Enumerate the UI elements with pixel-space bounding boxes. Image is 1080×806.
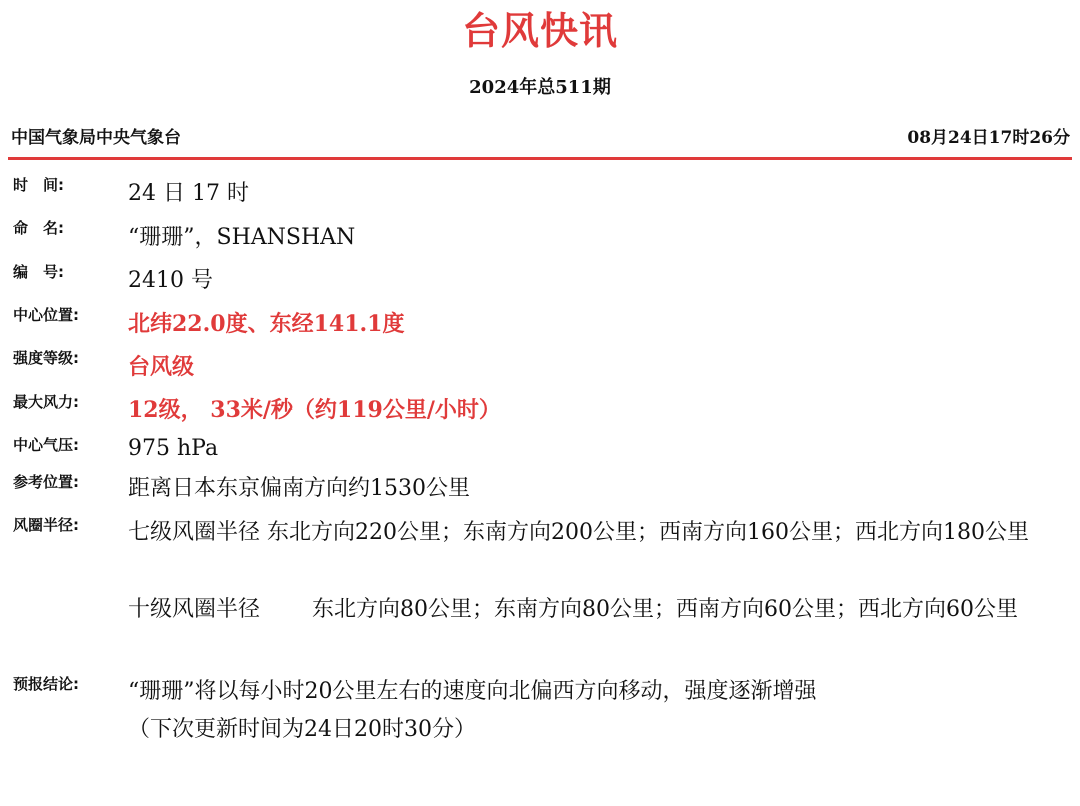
center-pressure-label: 中心气压: [13,436,79,454]
center-pressure-value: 975 hPa [128,436,219,461]
issue-timestamp: 08月24日17时26分 [907,128,1070,148]
number-label: 编 号: [13,263,64,281]
number-value: 2410 号 [128,268,213,293]
name-value: “珊珊”，SHANSHAN [128,225,356,250]
reference-position-label: 参考位置: [13,473,79,491]
level7-radius-value: 东北方向220公里；东南方向200公里；西南方向160公里；西北方向180公里 [267,520,1029,545]
intensity-level-value: 台风级 [128,354,195,380]
wind-radius-level7 [128,514,1053,552]
level7-radius-label: 七级风圈半径 [128,520,261,545]
issuing-agency: 中国气象局中央气象台 [11,128,181,148]
level10-radius-label: 十级风圈半径 [128,597,261,622]
max-wind-label: 最大风力: [13,393,79,411]
forecast-label: 预报结论: [13,675,79,693]
reference-position-value: 距离日本东京偏南方向约1530公里 [128,476,470,501]
wind-radius-level10 [128,591,1053,629]
next-update-note: （下次更新时间为24日20时30分） [128,717,476,742]
bulletin-title: 台风快讯 [461,9,618,53]
level10-radius-value: 东北方向80公里；东南方向80公里；西南方向60公里；西北方向60公里 [312,597,1018,622]
forecast-value: “珊珊”将以每小时20公里左右的速度向北偏西方向移动，强度逐渐增强 [128,679,817,704]
max-wind-value: 12级， 33米/秒（约119公里/小时） [128,397,501,423]
time-label: 时 间: [13,176,64,194]
name-label: 命 名: [13,219,64,237]
header-divider [8,157,1072,160]
intensity-level-label: 强度等级: [13,349,79,367]
issue-number: 2024年总511期 [469,77,611,98]
wind-radius-label: 风圈半径: [13,516,79,534]
center-position-value: 北纬22.0度、东经141.1度 [128,311,405,337]
center-position-label: 中心位置: [13,306,79,324]
time-value: 24 日 17 时 [128,181,249,206]
